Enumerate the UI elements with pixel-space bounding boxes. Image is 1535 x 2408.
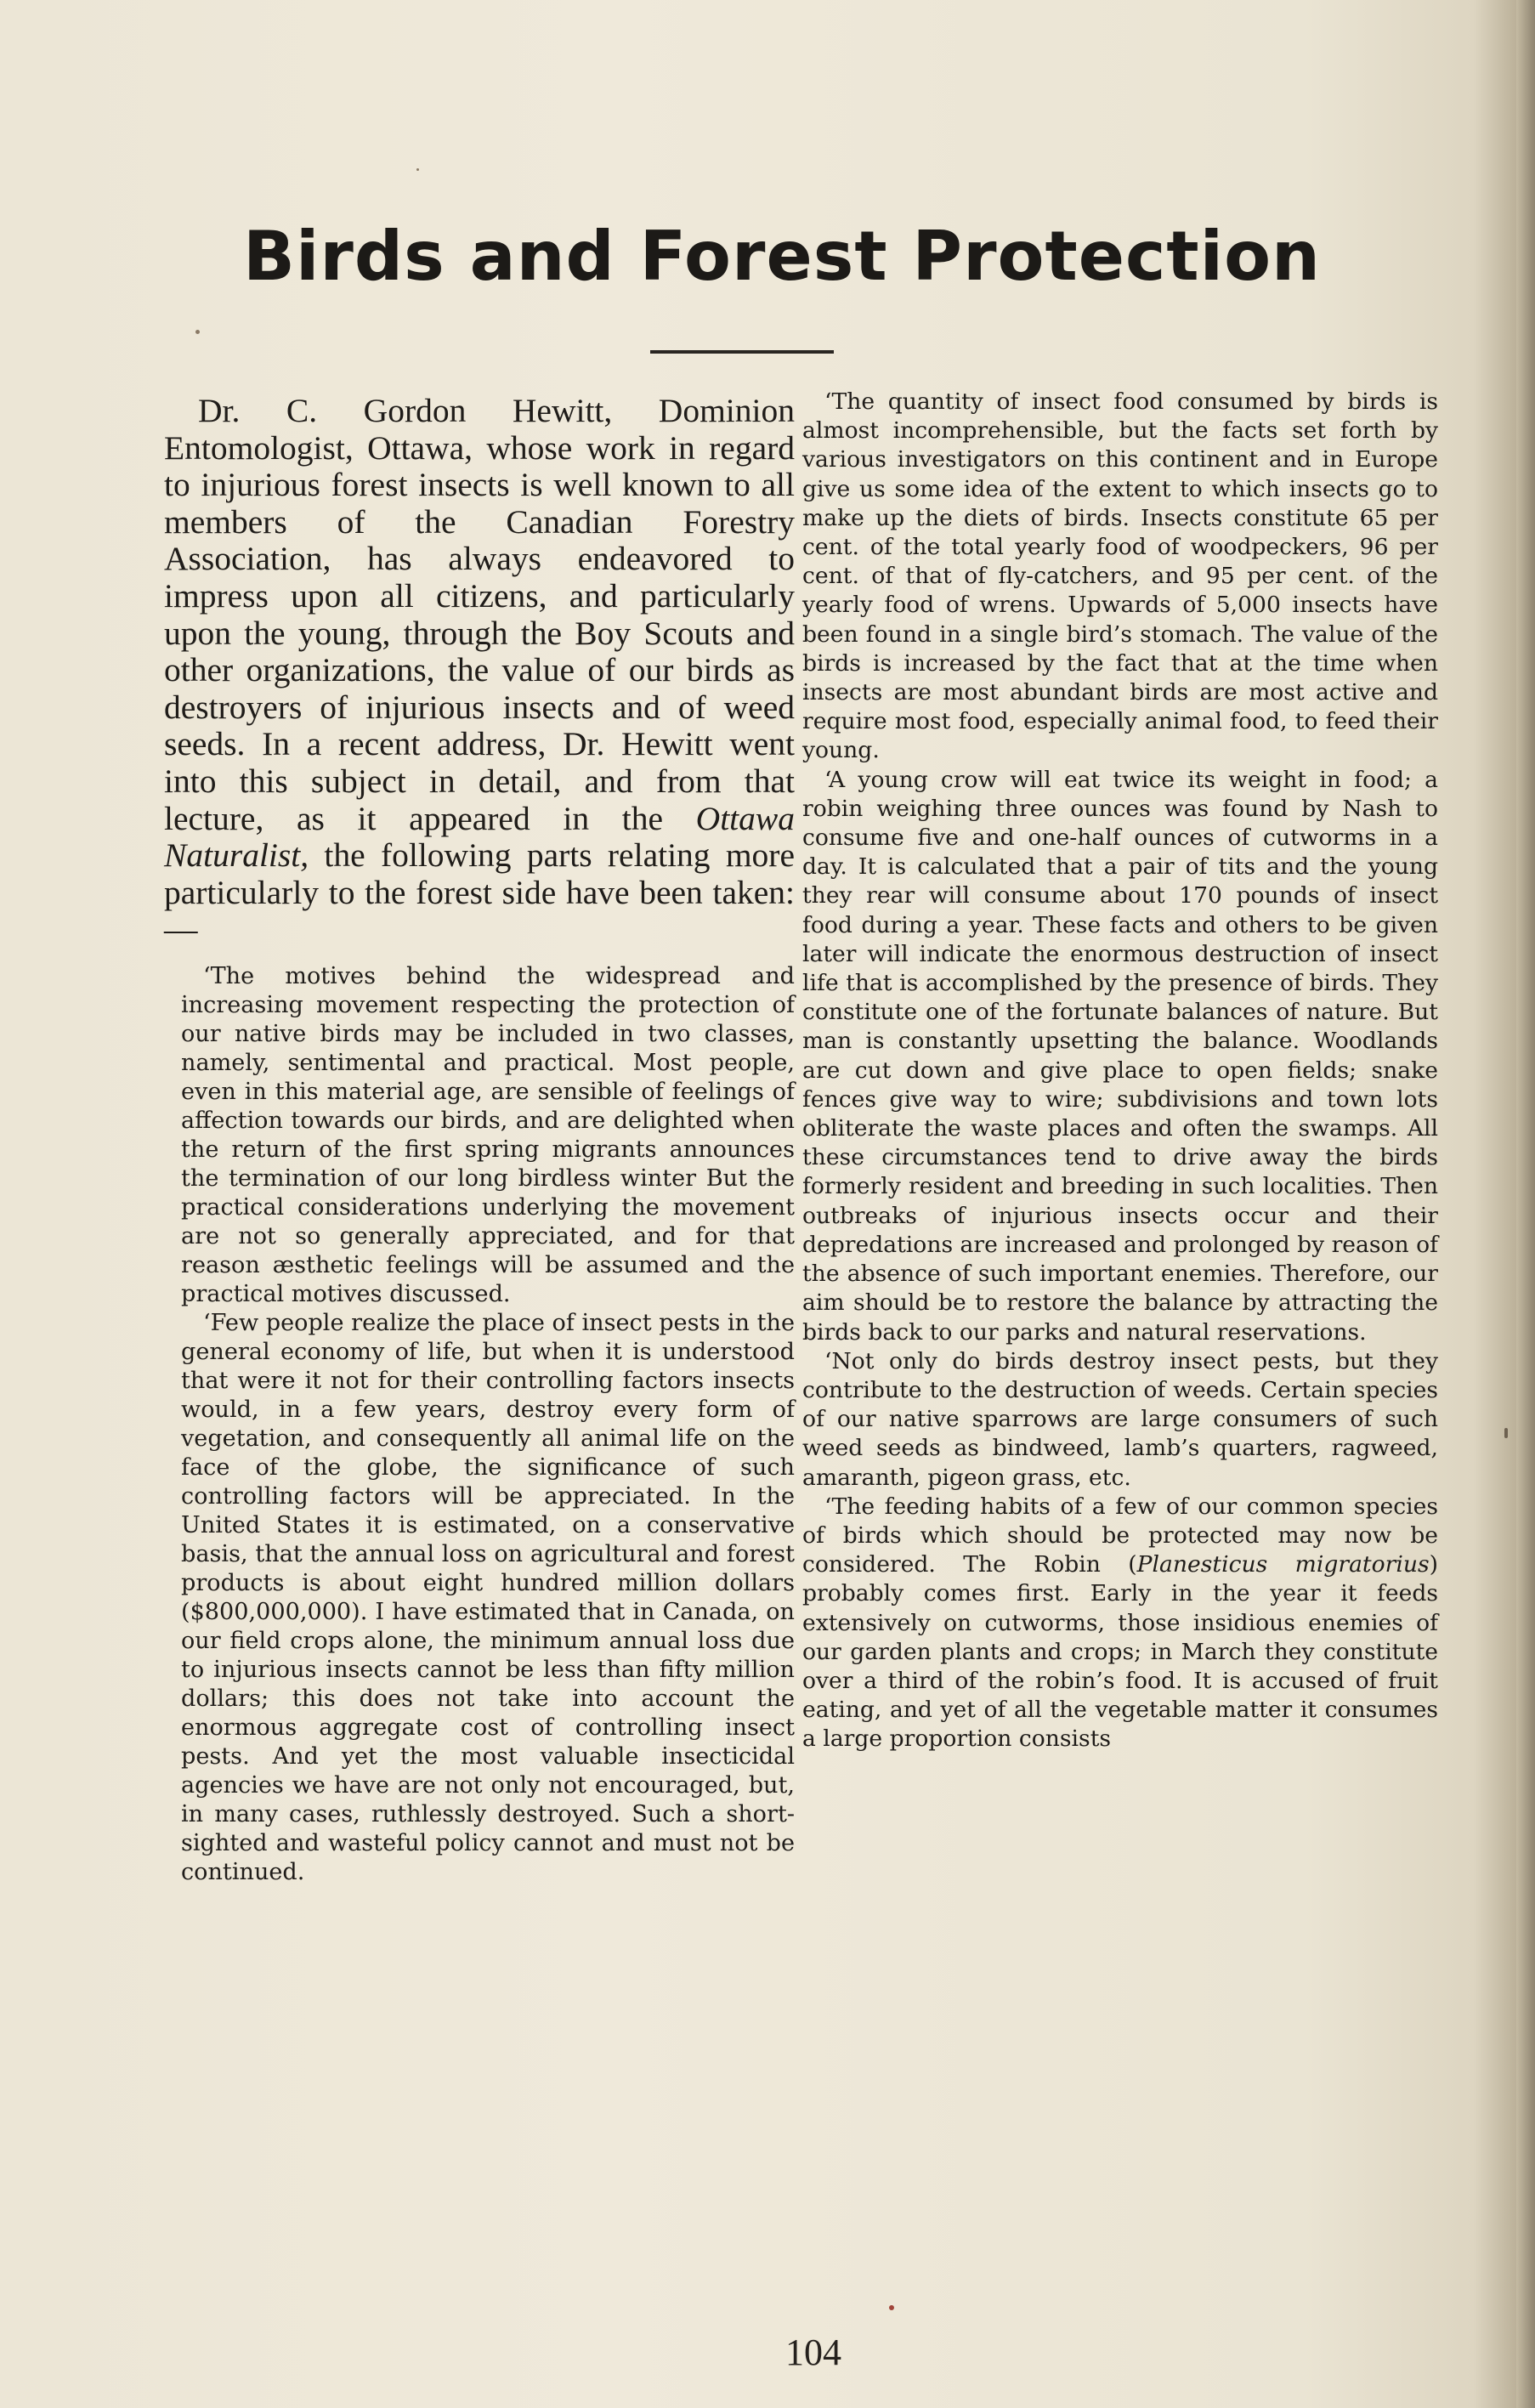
intro-paragraph bbox=[164, 393, 795, 949]
intro-text-after: the following parts relating more particularly to the forest side have been taken:— bbox=[164, 836, 795, 949]
right-column bbox=[802, 388, 1438, 1754]
body-paragraph: ‘The quantity of insect food consumed by birds is almost incomprehensible, but the facts set forth by various investigators on this continent and in Europe give us some idea of the extent to which insects go to make up the diets of birds. Insects constitute 65 per cent. of the total yearly food of woodpeckers, 96 per cent. of that of fly-catchers, and 95 per cent. of the yearly food of wrens. Upwards of 5,000 insects have been found in a single bird’s stomach. The value of the birds is increased by the fact that at the time when insects are most abundant birds are most active and require most food, especially animal food, to feed their young. bbox=[802, 388, 1438, 764]
body-paragraph: ‘Few people realize the place of insect pests in the general economy of life, but when it is understood that were it not for their controlling factors insects would, in a few years, destroy every form of vegetation, and consequently all animal life on the face of the globe, the significance of such controlling factors will be appreciated. In the United States it is estimated, on a conservative basis, that the annual loss on agricultural and forest products is about eight hundred million dollars ($800,000,000). I have estimated that in Canada, on our field crops alone, the minimum annual loss due to injurious insects cannot be less than fifty million dollars; this does not take into account the enormous aggregate cost of controlling insect pests. And yet the most valuable insecticidal agencies we have are not only not encouraged, but, in many cases, ruthlessly destroyed. Such a short-sighted and wasteful policy cannot and must not be continued. bbox=[181, 1309, 795, 1885]
body-paragraph: ‘A young crow will eat twice its weight in food; a robin weighing three ounces was found by Nash to consume five and one-half ounces of cutworms in a day. It is calculated that a pair of tits and the young they rear will consume about 170 pounds of insect food during a year. These facts and others to be given later will indicate the enormous destruction of insect life that is accomplished by the presence of birds. They constitute one of the fortunate balances of nature. But man is constantly upsetting the balance. Woodlands are cut down and give place to open fields; snake fences give way to wire; subdivisions and town lots obliterate the waste places and often the swamps. All these circumstances tend to drive away the birds formerly resident and breeding in such localities. Then outbreaks of injurious insects occur and their depredations are increased and prolonged by reason of the absence of such important enemies. Therefore, our aim should be to restore the balance by attracting the birds back to our parks and natural reservations. bbox=[802, 766, 1438, 1346]
article-title: Birds and Forest Protection bbox=[243, 217, 1321, 296]
robin-text-before: ‘The feeding habits of a few of our common species of birds which should be protected may now be considered. The Robin ( bbox=[802, 1493, 1438, 1578]
robin-text-after: ) probably comes first. Early in the year it feeds extensively on cutworms, those insidious enemies of our garden plants and crops; in March they constitute over a third of the robin’s food. It is accused of fruit eating, and yet of all the vegetable matter it consumes a large proportion consists bbox=[802, 1551, 1439, 1753]
robin-paragraph bbox=[802, 1493, 1438, 1754]
binding-edge bbox=[1516, 0, 1535, 2408]
intro-text-before: Dr. C. Gordon Hewitt, Dominion Entomologist, Ottawa, whose work in regard to injurious forest insects is well known to all members of the Canadian Forestry Association, has always endeavored to impress upon all citizens, and particularly upon the young, through the Boy Scouts and other organizations, the value of our birds as destroyers of injurious insects and of weed seeds. In a recent address, Dr. Hewitt went into this subject in detail, and from that lecture, as it appeared in the bbox=[164, 392, 795, 837]
publication-name: Ottawa Naturalist, bbox=[164, 799, 795, 875]
species-name: Planesticus migratorius bbox=[1136, 1551, 1430, 1578]
page-number: 104 bbox=[785, 2332, 841, 2373]
left-column bbox=[164, 393, 795, 1887]
body-paragraph: ‘The motives behind the widespread and increasing movement respecting the protection of our native birds may be included in two classes, namely, sentimental and practical. Most people, even in this material age, are sensible of feelings of affection towards our birds, and are delighted when the return of the first spring migrants announces the termination of our long birdless winter But the practical considerations underlying the movement are not so generally appreciated, and for that reason æsthetic feelings will be assumed and the practical motives discussed. bbox=[181, 962, 795, 1307]
body-paragraph: ‘Not only do birds destroy insect pests, but they contribute to the destruction of weeds. Certain species of our native sparrows are large consumers of such weed seeds as bindweed, lamb’s quarters, ragweed, amaranth, pigeon grass, etc. bbox=[802, 1347, 1438, 1491]
title-divider bbox=[650, 350, 834, 354]
